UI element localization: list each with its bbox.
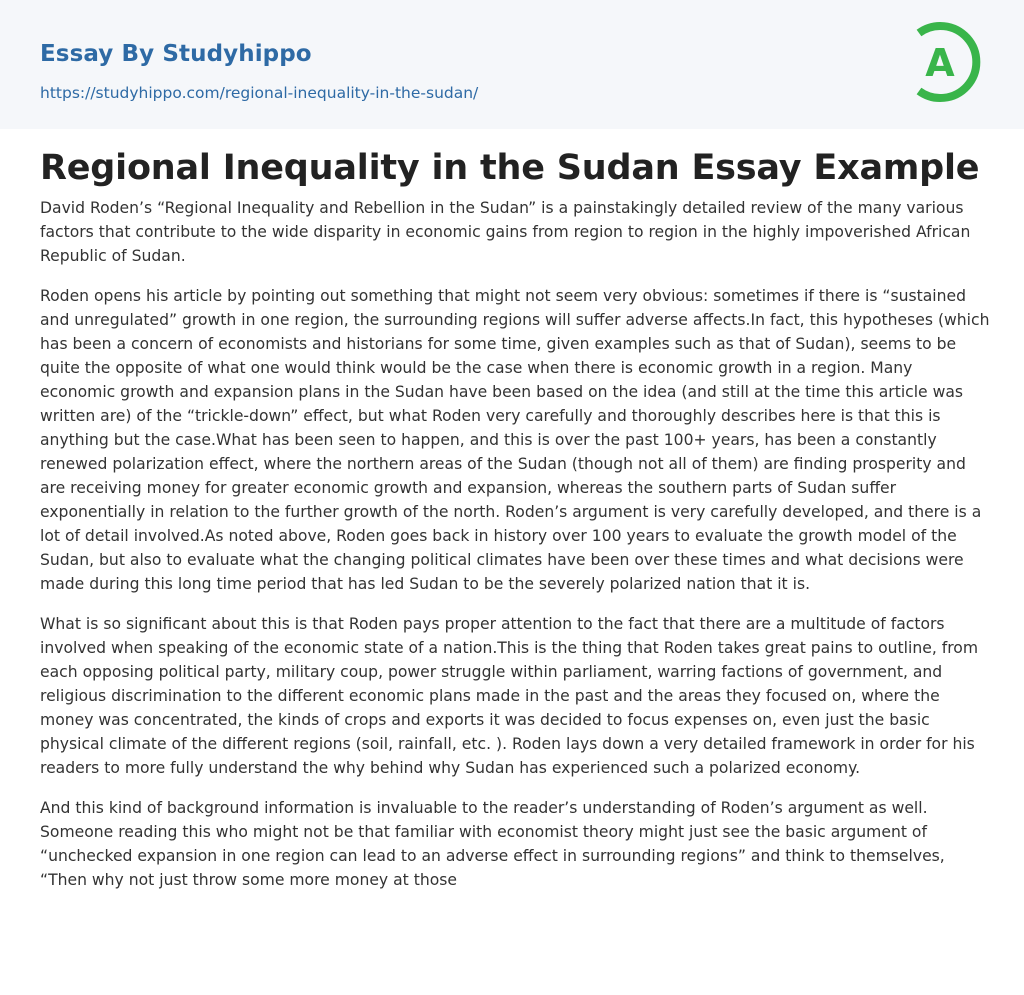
article-paragraph-3: What is so significant about this is that Roden pays proper attention to the fact that there are a multitude of factors involved when speaking of the economic state of a nation.This is the thing that Roden takes great pains to outline, from each opposing political party, military coup, power struggle within parliament, warring factions of government, and religious discrimination to the different economic plans made in the past and the areas they focused on, where the money was concentrated, the kinds of crops and exports it was decided to focus expenses on, even just the basic physical climate of the different regions (soil, rainfall, etc. ). Roden lays down a very detailed framework in order for his readers to more fully understand the why behind why Sudan has experienced such a polarized economy.	[40, 615, 979, 777]
site-header	[0, 0, 1024, 129]
article-title: Regional Inequality in the Sudan Essay Example	[40, 148, 980, 188]
article-paragraph-4: And this kind of background information is invaluable to the reader’s understanding of Roden’s argument as well. Someone reading this who might not be that familiar with economist theory might just see the basic argument of “unchecked expansion in one region can lead to an adverse effect in surrounding regions” and think to themselves, “Then why not just throw some more money at those	[40, 799, 945, 889]
studyhippo-logo-icon[interactable]	[911, 19, 987, 105]
essay-url-link[interactable]: https://studyhippo.com/regional-inequality-in-the-sudan/	[40, 84, 479, 102]
site-brand[interactable]: Essay By Studyhippo	[40, 41, 312, 67]
article-paragraph-1: David Roden’s “Regional Inequality and Rebellion in the Sudan” is a painstakingly detailed review of the many various factors that contribute to the wide disparity in economic gains from region to region in the highly impoverished African Republic of Sudan.	[40, 199, 971, 265]
article-paragraph-2: Roden opens his article by pointing out something that might not seem very obvious: sometimes if there is “sustained and unregulated” growth in one region, the surrounding regions will suffer adverse affects.In fact, this hypotheses (which has been a concern of economists and historians for some time, given examples such as that of Sudan), seems to be quite the opposite of what one would think would be the case when there is economic growth in a region. Many economic growth and expansion plans in the Sudan have been based on the idea (and still at the time this article was written are) of the “trickle-down” effect, but what Roden very carefully and thoroughly describes here is that this is anything but the case.What has been seen to happen, and this is over the past 100+ years, has been a constantly renewed polarization effect, where the northern areas of the Sudan (though not all of them) are finding prosperity and are receiving money for greater economic growth and expansion, whereas the southern parts of Sudan suffer exponentially in relation to the further growth of the north. Roden’s argument is very carefully developed, and there is a lot of detail involved.As noted above, Roden goes back in history over 100 years to evaluate the growth model of the Sudan, but also to evaluate what the changing political climates have been over these times and what decisions were made during this long time period that has led Sudan to be the severely polarized nation that it is.	[40, 287, 990, 593]
article-content	[40, 147, 990, 908]
logo-letter: A	[925, 41, 955, 85]
